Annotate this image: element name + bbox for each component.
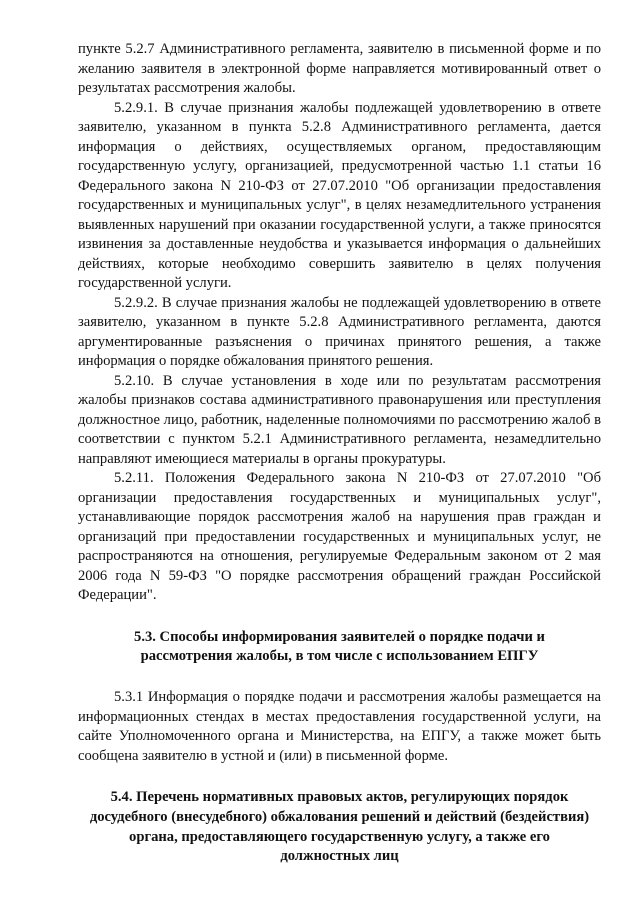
spacer xyxy=(78,667,601,688)
paragraph-5-2-8-continuation: пункте 5.2.7 Административного регламента, заявителю в письменной форме и по желанию заявителя в электронной форме направляется мотивированный ответ о результатах рассмотрения жалобы. xyxy=(78,41,601,96)
paragraph-5-2-10: 5.2.10. В случае установления в ходе или по результатам рассмотрения жалобы признаков состава административного правонарушения или преступления должностное лицо, работник, наделенные полномочиями по рассмотрению жалоб в соответствии с пунктом 5.2.1 Административного регламента, незамедлительно направляют имеющиеся материалы в органы прокуратуры. xyxy=(78,372,601,467)
section-5-3-heading xyxy=(78,628,601,668)
paragraph-5-2-9-1: 5.2.9.1. В случае признания жалобы подлежащей удовлетворению в ответе заявителю, указанном в пункта 5.2.8 Административного регламента, дается информация о действиях, осуществляемых органом, предоставляющим государственную услугу, организацией, предусмотренной частью 1.1 статьи 16 Федерального закона N 210-ФЗ от 27.07.2010 "Об организации предоставления государственных и муниципальных услуг", в целях незамедлительного устранения выявленных нарушений при оказании государственной услуги, а также приносятся извинения за доставленные неудобства и указывается информация о дальнейших действиях, которые необходимо совершить заявителю в целях получения государственной услуги. xyxy=(78,99,601,291)
section-5-3-heading-line1: 5.3. Способы информирования заявителей о порядке подачи и xyxy=(134,628,545,645)
section-5-4-heading-line1: 5.4. Перечень нормативных правовых актов, регулирующих порядок xyxy=(110,789,569,806)
paragraph-5-2-11: 5.2.11. Положения Федерального закона N 210-ФЗ от 27.07.2010 "Об организации предоставления государственных и муниципальных услуг", устанавливающие порядок рассмотрения жалоб на нарушения прав граждан и организаций при предоставлении государственных и муниципальных услуг, не распространяются на отношения, регулируемые Федеральным законом от 2 мая 2006 года N 59-ФЗ "О порядке рассмотрения обращений граждан Российской Федерации". xyxy=(78,470,601,603)
section-5-3-heading-line2: рассмотрения жалобы, в том числе с использованием ЕПГУ xyxy=(140,648,539,665)
section-5-4-heading xyxy=(78,788,601,867)
section-5-4-heading-line3: органа, предоставляющего государственную услугу, а также его xyxy=(129,828,550,845)
paragraph-5-3-1: 5.3.1 Информация о порядке подачи и рассмотрения жалобы размещается на информационных стендах в местах предоставления государственной услуги, на сайте Уполномоченного органа и Министерства, на ЕПГУ, а также может быть сообщена заявителю в устной и (или) в письменной форме. xyxy=(78,689,601,764)
document-body xyxy=(78,40,601,867)
section-5-4-heading-line2: досудебного (внесудебного) обжалования решений и действий (бездействия) xyxy=(89,808,590,825)
spacer xyxy=(78,766,601,788)
section-5-4-heading-line4: должностных лиц xyxy=(280,848,399,865)
paragraph-5-2-9-2: 5.2.9.2. В случае признания жалобы не подлежащей удовлетворению в ответе заявителю, указанном в пункте 5.2.8 Административного регламента, даются аргументированные разъяснения о причинах принятого решения, а также информация о порядке обжалования принятого решения. xyxy=(78,294,601,369)
spacer xyxy=(78,606,601,628)
